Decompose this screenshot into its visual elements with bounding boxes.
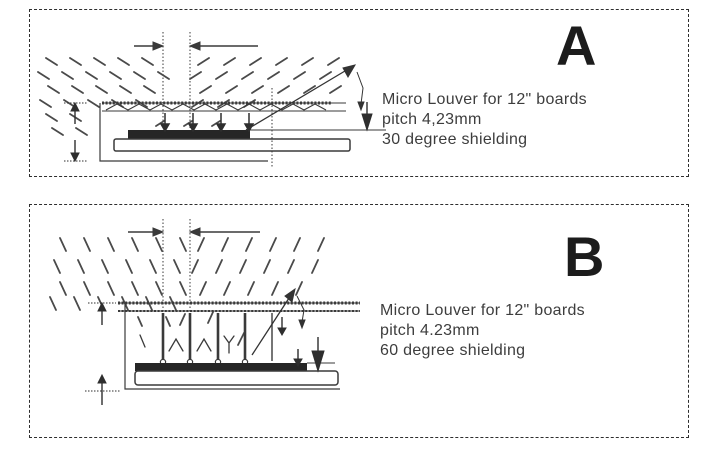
louver-slats-icon bbox=[106, 104, 326, 110]
panel-a bbox=[29, 9, 689, 177]
board-top-band bbox=[135, 363, 307, 371]
panel-label-b: B bbox=[564, 225, 604, 288]
light-rays-right-icon bbox=[180, 238, 324, 345]
cavity-down-arrows-icon bbox=[161, 113, 253, 131]
panel-b bbox=[29, 204, 689, 438]
board-top-band bbox=[128, 130, 250, 139]
board-body bbox=[114, 139, 350, 151]
thickness-dimensions-icon bbox=[85, 303, 120, 405]
shielding-angle-line bbox=[252, 289, 305, 355]
louver-assembly bbox=[100, 88, 386, 168]
caption-line: 60 degree shielding bbox=[380, 342, 526, 359]
caption-line: Micro Louver for 12" boards bbox=[382, 91, 587, 108]
cell-marks-icon bbox=[140, 335, 234, 353]
panel-label-a: A bbox=[556, 14, 596, 77]
light-rays-left-icon bbox=[50, 238, 186, 326]
board-body bbox=[135, 371, 338, 385]
caption-line: 30 degree shielding bbox=[382, 131, 528, 148]
louver-assembly bbox=[118, 303, 360, 389]
shielding-angle-line bbox=[246, 65, 364, 130]
caption-line: pitch 4,23mm bbox=[382, 111, 482, 128]
thickness-dimensions-icon bbox=[64, 103, 88, 161]
caption-line: Micro Louver for 12" boards bbox=[380, 302, 585, 319]
caption-a bbox=[382, 90, 587, 150]
height-dimension-arrow-icon bbox=[362, 102, 372, 130]
caption-b bbox=[380, 301, 585, 361]
caption-line: pitch 4.23mm bbox=[380, 322, 480, 339]
light-rays-left-icon bbox=[38, 58, 169, 135]
